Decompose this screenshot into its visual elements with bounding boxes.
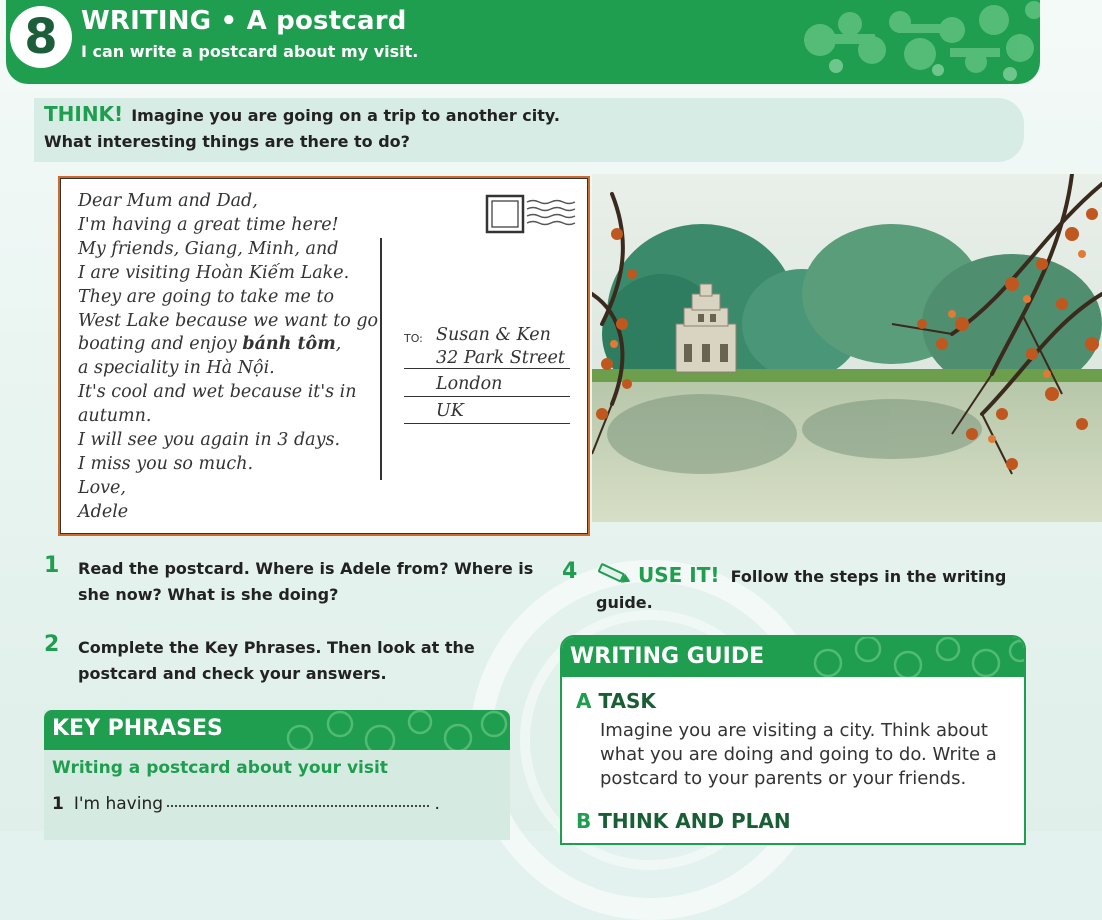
- dish-punctuation: ,: [335, 334, 342, 355]
- message-line: Love,: [78, 477, 126, 498]
- address-line: Susan & Ken: [436, 325, 551, 345]
- address-rule: [404, 368, 570, 369]
- question-2-number: 2: [44, 632, 60, 657]
- question-1-line-2: she now? What is she doing?: [78, 585, 339, 604]
- lake-photo: [592, 174, 1102, 522]
- writing-guide-box: [560, 635, 1026, 845]
- message-line: They are going to take me to: [78, 286, 335, 307]
- section-a-text: Imagine you are visiting a city. Think about what you are doing and going to do. Write a postcard to your parents or your friends.: [600, 720, 997, 789]
- unit-header: [6, 0, 1040, 84]
- page-title: WRITING • A postcard: [81, 6, 407, 36]
- key-phrases-box: [44, 710, 510, 840]
- message-line: Adele: [78, 501, 129, 522]
- section-a-letter: A: [576, 689, 592, 713]
- message-line: It's cool and wet because it's in: [78, 382, 357, 403]
- message-line: I'm having a great time here!: [78, 214, 339, 235]
- question-2-line-1: Complete the Key Phrases. Then look at the: [78, 638, 475, 657]
- writing-guide-title: WRITING GUIDE: [570, 644, 765, 669]
- page-subtitle: I can write a postcard about my visit.: [81, 42, 419, 61]
- message-line: a speciality in Hà Nội.: [78, 358, 275, 379]
- address-rule: [404, 396, 570, 397]
- postcard: [58, 176, 590, 536]
- message-line: I are visiting Hoàn Kiếm Lake.: [78, 262, 350, 283]
- message-line: autumn.: [78, 406, 152, 427]
- message-line: Dear Mum and Dad,: [78, 191, 258, 211]
- task-4-line-2: guide.: [596, 593, 653, 612]
- task-4-text: [596, 562, 1016, 616]
- task-4-number: 4: [562, 559, 578, 584]
- unit-number-badge: 8: [10, 6, 72, 68]
- header-bubble-decoration: [780, 0, 1040, 84]
- message-line: My friends, Giang, Minh, and: [78, 238, 339, 259]
- message-line-text: boating and enjoy: [78, 334, 243, 355]
- key-phrases-header: [44, 710, 510, 750]
- question-1-line-1: Read the postcard. Where is Adele from? Where is: [78, 559, 534, 578]
- question-2-line-2: postcard and check your answers.: [78, 664, 387, 683]
- question-2-text: [78, 635, 475, 687]
- think-label: THINK!: [44, 102, 124, 126]
- address-line: 32 Park Street: [436, 348, 565, 368]
- message-line: West Lake because we want to go: [78, 310, 379, 331]
- address-line: London: [436, 374, 503, 394]
- key-phrase-text: I'm having: [73, 794, 164, 814]
- message-line: [78, 333, 378, 357]
- writing-guide-header: [562, 637, 1026, 677]
- think-box: [34, 98, 1024, 162]
- task-4-line-1: [596, 562, 1016, 590]
- key-phrase-number: 1: [52, 794, 64, 814]
- header-ring-decoration: [798, 637, 1026, 677]
- address-rule: [404, 423, 570, 424]
- think-question-1: Imagine you are going on a trip to another city.: [131, 106, 560, 125]
- section-b-letter: B: [576, 809, 592, 833]
- address-line: UK: [436, 401, 464, 421]
- message-line: I will see you again in 3 days.: [78, 430, 341, 451]
- section-b-heading: [576, 809, 791, 833]
- think-line-1: [44, 102, 560, 126]
- question-1-number: 1: [44, 553, 60, 578]
- key-phrase-end: .: [434, 794, 440, 814]
- question-1-text: [78, 556, 533, 608]
- key-phrase-item-1: [52, 794, 440, 814]
- postcard-message: [78, 190, 378, 525]
- section-a-title: TASK: [598, 689, 656, 713]
- postcard-divider: [380, 238, 382, 480]
- dish-name: bánh tôm: [242, 334, 336, 355]
- key-phrases-title: KEY PHRASES: [52, 716, 223, 741]
- message-line: I miss you so much.: [78, 453, 254, 474]
- address-to-label: TO:: [404, 332, 423, 345]
- answer-blank[interactable]: [167, 805, 429, 807]
- section-b-title: THINK AND PLAN: [598, 809, 791, 833]
- key-phrases-subtitle: Writing a postcard about your visit: [52, 758, 388, 778]
- header-ring-decoration: [280, 710, 510, 750]
- task-4-instruction: Follow the steps in the writing: [730, 567, 1007, 586]
- use-it-label: USE IT!: [638, 563, 720, 587]
- stamp-icon: [485, 192, 577, 238]
- section-a-heading: [576, 689, 656, 713]
- think-question-2: What interesting things are there to do?: [44, 132, 410, 151]
